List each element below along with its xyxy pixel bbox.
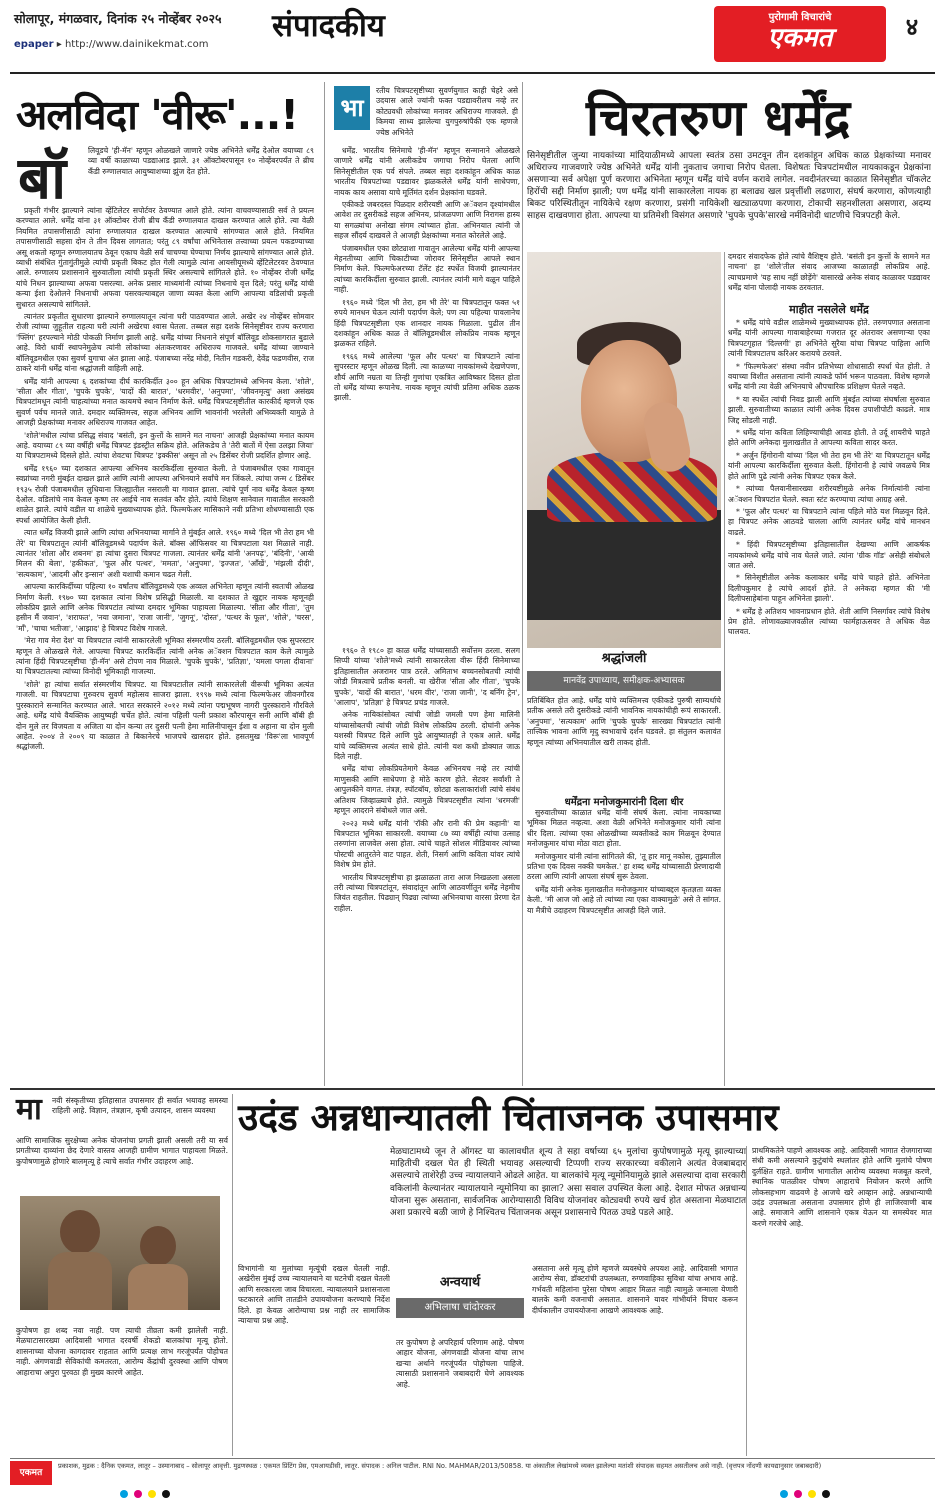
photo-child-head: [140, 1226, 176, 1266]
photo-child-body: [128, 1264, 188, 1310]
registration-mark: [162, 1490, 170, 1498]
article3-headline: उदंड अन्नधान्यातली चिंताजनक उपासमार: [238, 1096, 779, 1139]
photo-child-head: [60, 1210, 100, 1254]
article1-paragraph: 'शोले' हा त्यांचा सर्वात संस्मरणीय चित्रपट. या चित्रपटातील त्यांनी साकारलेली वीरूची भूमिका अत्यंत गाजली. या चित्रपटाचा गुरुवरच सुवर्ण महोत्सव साजरा झाला. १९९७ मध्ये त्यांना फिल्मफेअर जीवनगौरव पुरस्काराने सन्मानित करण्यात आले. भारत सरकारने २०१२ मध्ये त्यांना पद्मभूषण नागरी पुरस्काराने गौरविले आहे. धर्मेंद्र यांचे वैयक्तिक आयुष्यही चर्चेत होते. त्यांना पहिली पत्नी प्रकाश कौरपासून सनी आणि बॉबी ही दोन मुले तर विजयता व अजिता या दोन कन्या तर दुसरी पत्नी हेमा मालिनीपासून ईशा व अहाना या दोन मुली आहेत. २००४ ते २००९ या काळात ते बिकानेरचे भाजपचे खासदार होते. हसतमुख 'विरू'ला भावपूर्ण श्रद्धांजली.: [16, 679, 314, 752]
article2-author: मानवेंद्र उपाध्याय, समीक्षक-अभ्यासक: [527, 671, 721, 691]
middle-paragraph: धर्मेंद्र यांचा लोकप्रियतेमागे केवळ अभिनयच नव्हे तर त्यांची माणुसकी आणि साधेपणा हे मोठे कारण होते. सेटवर सर्वांशी ते आपुलकीने वागत. तंत्रज्ञ, स्पॉटबॉय, छोट्या कलाकारांशी त्यांचे संबंध अतिशय जिव्हाळ्याचे होते. त्यामुळे चित्रपटसृष्टीत त्यांना 'धरमजी' म्हणून आदराने संबोधले जात असे.: [334, 764, 520, 816]
article1-paragraph: प्रकृती गंभीर झाल्याने त्यांना व्हेंटिलेटर सपोर्टवर ठेवण्यात आले होते. त्यांना वाचवण्यासाठी सर्व ते प्रयत्न करण्यात आले. धर्मेंद्र यांना ३१ ऑक्टोबर रोजी ब्रीच कँडी रुग्णालयात दाखल करण्यात आले होते. त्या वेळी नियमित तपासणीसाठी त्यांना रुग्णालयात दाखल करण्यात आल्याचे सांगण्यात आले होते. नियमित तपासणीसाठी सहसा दोन ते तीन दिवस लागतात; परंतु ८९ वर्षांचा अभिनेतास तत्त्वाच्या प्रयत्न पकडण्याच्या असू शकतो म्हणून रुग्णालयातच ठेवून एकाच वेळी सर्व चाचण्या घेण्याचा निर्णय झाल्याचे सांगण्यात आले होते. व्याधी संबंधित गुंतागुंतीमुळे त्यांची प्रकृती बिकट होत गेली त्यामुळे त्यांना आयसीयूमध्ये व्हेंटिलेटरवर ठेवण्यात आले. रुग्णालय प्रशासनाने सुरुवातीला त्यांची प्रकृती स्थिर असल्याचे सांगितले होते. १० नोव्हेंबर रोजी धर्मेंद्र यांचे निधन झाल्याच्या अफवा पसरल्या. अनेक प्रसार माध्यमांनी त्यांच्या निधनाचे वृत्त दिले; परंतु धर्मेंद्र यांची कन्या ईशा देओलने निधनाची अफवा पसरवल्याबद्दल जाणा व्यक्त केला आणि आपल्या वडिलांची प्रकृती सुधारत असल्याचे सांगितले.: [16, 206, 314, 309]
article2-subheading: धर्मेंद्रना मनोजकुमारांनी दिला धीर: [564, 797, 684, 808]
globe-icon: ▸: [56, 39, 62, 50]
registration-mark: [808, 1490, 816, 1498]
middle-paragraph: एकीकडे जबरदस्त पिळदार शरीरयष्टी आणि अॅक्शन दृश्यांमधील आवेश तर दुसरीकडे सहज अभिनय, प्रांजळपणा आणि निरागस हास्य या सगळ्यांचा अनोखा संगम त्यांच्यात होता. अभिनयात त्यांनी जे सहज सौंदर्य दाखवले ते आजही प्रेक्षकांच्या मनात कोरलेले आहे.: [334, 200, 520, 241]
article1-paragraph: 'शोले'मधील त्यांचा प्रसिद्ध संवाद 'बसंती, इन कुत्तों के सामने मत नाचना' आजही प्रेक्षकांच्या मनात कायम आहे. वयाच्या ८९ व्या वर्षीही धर्मेंद्र चित्रपट इंडस्ट्रीत सक्रिय होते. अलिकडेच ते 'तेरी बातों में ऐसा उलझा जिया' या चित्रपटामध्ये दिसले होते. त्यांचा शेवटचा चित्रपट 'इक्कीस' असून तो २५ डिसेंबर रोजी प्रदर्शित होणार आहे.: [16, 430, 314, 461]
article2-column-a: [527, 808, 721, 1086]
registration-mark: [120, 1490, 128, 1498]
article1-paragraph: 'मेरा गाव मेरा देश' या चित्रपटात त्यांनी साकारलेली भूमिका संस्मरणीय ठरली. बॉलिवूडमधील एक सुपरस्टार म्हणून ते ओळखले गेले. आपल्या चित्रपट कारकिर्दीत त्यांनी अनेक अॅक्शन चित्रपटात काम केले त्यामुळे त्यांना हिंदी चित्रपटसृष्टीचा 'ही-मॅन' असे टोपण नाव मिळाले. 'चुपके चुपके', 'प्रतिज्ञा', 'यमला पगला दीवाना' या चित्रपटातल्या त्यांच्या विनोदी भूमिकाही गाजल्या.: [16, 636, 314, 677]
middle-paragraph: १९६० ते १९८० हा काळ धर्मेंद्र यांच्यासाठी सर्वोत्तम ठरला. सलग सिप्पी यांच्या 'शोले'मध्ये त्यांनी साकारलेला वीरू हिंदी सिनेमाच्या इतिहासातील अजरामर पात्र ठरले. अमिताभ बच्चनसोबतची त्यांची जोडी मित्रत्वाचे प्रतीक बनली. या खेरीज 'सीता और गीता', 'चुपके चुपके', 'यादों की बारात', 'धरम वीर', 'राजा जानी', 'द बर्निंग ट्रेन', 'आलाप', 'प्रतिज्ञा' हे चित्रपट प्रचंड गाजले.: [334, 646, 520, 708]
logo-tagline: पुरोगामी विचारांचे: [768, 12, 832, 23]
article2-paragraph: धर्मेंद्र यांनी अनेक मुलाखतीत मनोजकुमार यांच्याबद्दल कृतज्ञता व्यक्त केली. 'मी आज जो आहे तो त्यांच्या त्या एका वाक्यामुळे' असे ते सांगत. या मैत्रीचे उदाहरण चित्रपटसृष्टीत आजही दिले जाते.: [527, 884, 721, 915]
article3-column-e: प्राथमिकतेने पाहणे आवश्यक आहे. आदिवासी भागात रोजगाराच्या संधी कमी असल्याने कुटुंबांचे स्थलांतर होते आणि मुलांचे पोषण दुर्लक्षित राहते. ग्रामीण भागातील आरोग्य व्यवस्था मजबूत करणे, स्थानिक पातळीवर पोषण आहाराचे नियोजन करणे आणि लोकसहभाग वाढवणे हे आजचे खरे आव्हान आहे. अन्नधान्याची उदंड उपलब्धता असताना उपासमार होणे ही लाजिरवाणी बाब आहे. समाजाने आणि शासनाने एकत्र येऊन या समस्येवर मात करणे गरजेचे आहे.: [752, 1146, 932, 1228]
article2-headline: चिरतरुण धर्मेंद्र: [586, 89, 851, 147]
middle-paragraph: १९६६ मध्ये आलेल्या 'फूल और पत्थर' या चित्रपटाने त्यांना सुपरस्टार म्हणून ओळख दिली. त्या काळच्या नायकांमध्ये देखणेपणा, शौर्य आणि नम्रता या तिन्ही गुणांचा एकत्रित आविष्कार दिसत होता तो धर्मेंद्र यांच्या रूपानेच. नायक म्हणून त्यांची प्रतिमा अधिक ठळक झाली.: [334, 351, 520, 403]
column-name: अन्वयार्थ: [439, 1275, 481, 1290]
article2-right-column-top: दमदार संवादफेक होते त्यांचे वैशिष्ट्य होते. 'बसंती इन कुत्तों के सामने मत नाचना' हा 'शोले'तील संवाद आजच्या काळातही लोकप्रिय आहे. त्याचप्रमाणे 'यह साथ नहीं छोड़ेंगे' यासारखे अनेक संवाद काळावर पडद्यावर धर्मेंद्र यांना पोलादी नायक ठरवतात.: [728, 252, 930, 293]
article3-column-b: विभागांनी या मुलांच्या मृत्यूंची दखल घेतली नाही. अखेरीस मुंबई उच्च न्यायालयाने या घटनेची दखल घेतली आणि सरकारला जाब विचारला. न्यायालयाने प्रशासनाला फटकारले आणि तातडीने उपाययोजना करण्याचे निर्देश दिले. हा केवळ आरोग्याचा प्रश्न नाही तर सामाजिक न्यायाचा प्रश्न आहे.: [238, 1264, 390, 1326]
middle-dropcap-box: भा: [334, 86, 370, 130]
dateline: सोलापूर, मंगळवार, दिनांक २५ नोव्हेंबर २०२५: [14, 11, 222, 26]
article2-paragraph: सुरुवातीच्या काळात धर्मेंद्र यांनी संघर्ष केला. त्यांना नायकाच्या भूमिका मिळत नव्हत्या. अशा वेळी अभिनेते मनोजकुमार यांनी त्यांना धीर दिला. त्यांच्या एका ओळखीच्या व्यक्तीकडे काम मिळवून देण्यात मनोजकुमार यांचा मोठा वाटा होता.: [527, 808, 721, 849]
box-heading: माहीत नसलेले धर्मेंद्र: [789, 303, 869, 316]
middle-paragraph: १९६० मध्ये 'दिल भी तेरा, हम भी तेरे' या चित्रपटातून फक्त ५१ रुपये मानधन घेऊन त्यांनी पदार्पण केले; पण त्या पहिल्या पावलानेच हिंदी चित्रपटसृष्टीला एक शानदार नायक मिळाला. पुढील तीन दशकांहून अधिक काळ ते बॉलिवूडमधील लोकप्रिय नायक म्हणून झळकत राहिले.: [334, 297, 520, 349]
photo-child-body: [48, 1252, 112, 1310]
box-item: * धर्मेंद्र यांना कविता लिहिण्याचीही आवड होती. ते उर्दू शायरीचे चाहते होते आणि अनेकदा मुलाखतीत ते आपल्या कविता सादर करत.: [728, 428, 930, 448]
registration-mark: [148, 1490, 156, 1498]
registration-mark: [780, 1490, 788, 1498]
registration-mark: [134, 1490, 142, 1498]
article1-paragraph: आपल्या कारकिर्दीच्या पहिल्या १० वर्षांतच बॉलिवूडमध्ये एक अव्वल अभिनेता म्हणून त्यांनी स्वतःची ओळख निर्माण केली. १९७० च्या दशकात त्यांना विशेष प्रसिद्धी मिळाली. या दशकात ते खुद्दार नायक म्हणूनही लोकप्रिय झाले आणि अनेक चित्रपटांत त्यांच्या दमदार भूमिका पाहायला मिळाल्या. 'सीता और गीता', 'तुम हसीन मैं जवान', 'शराफत', 'नया जमाना', 'राजा जानी', 'जुगनू', 'दोस्त', 'पत्थर के फूल', 'शोले', 'चरस', 'माँ', 'चाचा भतीजा', 'आझाद' हे चित्रपट विशेष गाजले.: [16, 582, 314, 633]
article3-column-a-bottom: कुपोषण हा शब्द नवा नाही. पण त्याची तीव्रता कमी झालेली नाही. मेळघाटासारख्या आदिवासी भागात दरवर्षी शेकडो बालकांचा मृत्यू होतो. शासनाच्या योजना कागदावर राहतात आणि प्रत्यक्ष लाभ गरजूंपर्यंत पोहोचत नाही. अंगणवाडी सेविकांची कमतरता, आरोग्य केंद्रांची दुरवस्था आणि पोषण आहाराचा अपुरा पुरवठा ही मुख्य कारणे आहेत.: [16, 1326, 228, 1377]
box-item: * अर्जुन हिंगोरानी यांच्या 'दिल भी तेरा हम भी तेरे' या चित्रपटातून धर्मेंद्र यांनी आपल्या कारकिर्दीला सुरुवात केली. हिंगोरानी हे त्यांचे जवळचे मित्र होते आणि पुढे त्यांनी अनेक चित्रपट एकत्र केले.: [728, 450, 930, 481]
column-name-box: [396, 1266, 524, 1334]
newspaper-logo: [714, 6, 886, 62]
header-divider: [10, 72, 935, 74]
logo-name: एकमत: [767, 23, 833, 53]
epaper-label: epaper: [14, 39, 54, 50]
box-item: * 'फूल और पत्थर' या चित्रपटाने त्यांना पहिले मोठे यश मिळवून दिले. हा चित्रपट अनेक आठवडे चालला आणि त्यानंतर धर्मेंद्र यांचे मानधन वाढले.: [728, 506, 930, 537]
article1-headline: अलविदा 'वीरू'...!: [16, 91, 299, 139]
middle-paragraph: धर्मेंद्र. भारतीय सिनेमाचे 'ही-मॅन' म्हणून सन्मानाने ओळखले जाणारे धर्मेंद्र यांनी अलीकडेच जगाचा निरोप घेतला आणि सिनेसृष्टीतील एक पर्व संपले. तब्बल सहा दशकांहून अधिक काळ भारतीय चित्रपटांच्या पडद्यावर झळकलेले धर्मेंद्र यांनी साधेपणा, नायक काय असावा याचे मूर्तिमंत दर्शन प्रेक्षकांना घडवले.: [334, 146, 520, 197]
registration-mark: [794, 1490, 802, 1498]
article1-dropcap: बॉ: [18, 144, 67, 212]
middle-body-top: [334, 146, 520, 644]
middle-paragraph: पंजाबमधील एका छोट्याशा गावातून आलेल्या धर्मेंद्र यांनी आपल्या मेहनतीच्या आणि चिकाटीच्या जोरावर सिनेसृष्टीत आपले स्थान निर्माण केले. फिल्मफेअरच्या टॅलेंट हंट स्पर्धेत विजयी झाल्यानंतर त्यांच्या कारकिर्दीला सुरुवात झाली. त्यानंतर त्यांनी मागे वळून पाहिले नाही.: [334, 243, 520, 295]
article1-body: [16, 206, 314, 1086]
article3-dropcap: मा: [16, 1092, 42, 1127]
article2-intro: सिनेसृष्टीतील जुन्या नायकांच्या मांदियाळीमध्ये आपला स्वतंत्र ठसा उमटवून तीन दशकांहून अधिक काळ प्रेक्षकांच्या मनावर अधिराज्य गाजवणारे ज्येष्ठ अभिनेते धर्मेंद्र यांनी नुकताच जगाचा निरोप घेतला. विशेषतः चित्रपटांमधील नायकाकडून प्रेक्षकांना असणाऱ्या सर्व अपेक्षा पूर्ण करणारा अभिनेता म्हणून धर्मेंद्र यांचे वर्णन करावे लागेल. नवदीनंतरच्या काळात सिनेसृष्टीत चॉकलेट हिरोंची सद्दी निर्माण झाली; पण धर्मेंद्र यांनी साकारलेला नायक हा बलाढ्य खल प्रवृत्तींशी लढणारा, संघर्ष करणारा, कोणत्याही बिकट परिस्थितीतून नायिकेचे रक्षण करणारा, प्रसंगी नायिकेशी खट्याळपणा करणारा, टोकाची सहनशीलता असणारा, अदम्य साहस दाखवणारा होता. आपल्या या प्रतिमेशी विसंगत असणारे 'चुपके चुपके'सारखे नर्मविनोदी धाटणीचे चित्रपटही केले.: [527, 151, 931, 221]
box-item: * धर्मेंद्र हे अतिशय भावनाप्रधान होते. शेती आणि निसर्गावर त्यांचे विशेष प्रेम होते. लोणावळ्याजवळील त्यांच्या फार्महाऊसवर ते अधिक वेळ घालवत.: [728, 606, 930, 637]
middle-intro: रतीय चित्रपटसृष्टीच्या सुवर्णयुगात काही चेहरे असे उदयास आले ज्यांनी फक्त पडद्यावरीलच नव्हे तर कोट्यवधी लोकांच्या मनावर अधिराज्य गाजवले. ही किमया साध्य झालेल्या युगपुरुषांपैकी एक म्हणजे ज्येष्ठ अभिनेते: [376, 86, 518, 137]
column-divider: [522, 82, 523, 1086]
page-number: ४: [905, 13, 919, 41]
box-item: * त्यांच्या पैलवानीसारख्या शरीरयष्टीमुळे अनेक निर्मात्यांनी त्यांना अॅक्शन चित्रपटांत घेतले. स्वतः स्टंट करण्याचा त्यांचा आग्रह असे.: [728, 484, 930, 504]
article1-paragraph: त्यात धर्मेंद्र विजयी झाले आणि त्यांचा अभिनयाच्या मार्गाने ते मुंबईत आले. १९६० मध्ये 'दिल भी तेरा हम भी तेरे' या चित्रपटातून त्यांनी बॉलिवूडमध्ये पदार्पण केले. बॉक्स ऑफिसवर या चित्रपटाला यश मिळाले नाही. त्यानंतर 'शोला और शबनम' हा त्यांचा दुसरा चित्रपट गाजला. त्यानंतर धर्मेंद्र यांनी 'अनपढ़', 'बंदिनी', 'आयी मिलन की बेला', 'हकीकत', 'फूल और पत्थर', 'ममता', 'अनुपमा', 'इज्जत', 'आँखें', 'मंझली दीदी', 'सत्यकाम', 'आदमी और इन्सान' अशी यशाची कमान चढत गेली.: [16, 528, 314, 579]
middle-paragraph: २०२३ मध्ये धर्मेंद्र यांनी 'रॉकी और रानी की प्रेम कहानी' या चित्रपटात भूमिका साकारली. वयाच्या ८७ व्या वर्षीही त्यांचा उत्साह तरुणांना लाजवेल असा होता. त्यांचे चाहते सोशल मीडियावर त्यांच्या पोस्टची आतुरतेने वाट पाहत. शेती, निसर्ग आणि कविता यांवर त्यांचे विशेष प्रेम होते.: [334, 818, 520, 870]
article1-paragraph: धर्मेंद्र यांनी आपल्या ६ दशकांच्या दीर्घ कारकिर्दीत ३०० हून अधिक चित्रपटांमध्ये अभिनय केला. 'शोले', 'सीता और गीता', 'चुपके चुपके', 'यादों की बारात', 'धरमवीर', 'अनुपमा', 'जीवनमृत्यु' अशा असंख्य चित्रपटांमधून त्यांनी चाहत्यांच्या मनात कायमचे स्थान निर्माण केले. धर्मेंद्र चित्रपटसृष्टीतील कारकीर्द म्हणजे एक सुवर्ण पर्वच मानले जाते. दमदार व्यक्तिमत्त्व, सहज अभिनय आणि भावनांनी भरलेली अभिव्यक्ती यामुळे ते आजही प्रेक्षकांच्या मनावर अधिराज्य गाजवत आहेत.: [16, 376, 314, 428]
article3-intro: नवी संस्कृतीच्या इतिहासात उपासमार ही सर्वात भयावह समस्या राहिली आहे. विज्ञान, तंत्रज्ञान, कृषी उत्पादन, शासन व्यवस्था: [52, 1096, 228, 1116]
middle-paragraph: भारतीय चित्रपटसृष्टीचा हा झळाळता तारा आज निखळला असला तरी त्यांच्या चित्रपटांतून, संवादांतून आणि आठवणींतून धर्मेंद्र नेहमीच जिवंत राहतील. पिढ्यान् पिढ्या त्यांच्या अभिनयाचा वारसा प्रेरणा देत राहील.: [334, 872, 520, 913]
article1-paragraph: धर्मेंद्र १९६० च्या दशकात आपल्या अभिनय कारकिर्दीला सुरुवात केली. ते पंजाबमधील एका गावातून स्वप्नांच्या नगरी मुंबईत दाखल झाले आणि त्यांनी आपल्या अभिनयाने सर्वांचे मन जिंकले. त्यांचा जन्म ८ डिसेंबर १९३५ रोजी पंजाबमधील लुधियाना जिल्ह्यातील नसराली या गावात झाला. त्यांचे पूर्ण नाव धर्मेंद्र केवल कृष्ण देओल. वडिलांचे नाव केवल कृष्ण तर आईचे नाव सतवंत कौर होते. त्यांचे शिक्षण सानेवाल गावातील सरकारी शाळेत झाले. त्यांचे वडील या शाळेचे मुख्याध्यापक होते. फिल्मफेअर मासिकाने नवी प्रतिभा शोधण्यासाठी एक स्पर्धा आयोजित केली होती.: [16, 463, 314, 525]
dharmendra-portrait-photo: [527, 252, 721, 648]
footer-logo: एकमत: [10, 1461, 52, 1485]
article2-paragraph: मनोजकुमार यांनी त्यांना सांगितले की, 'तू हार मानू नकोस, तुझ्यातील प्रतिभा एक दिवस नक्की चमकेल.' हा शब्द धर्मेंद्र यांच्यासाठी प्रेरणादायी ठरला आणि त्यांनी आपला संघर्ष सुरू ठेवला.: [527, 851, 721, 882]
column-divider: [746, 1146, 747, 1456]
article3-column-a: आणि सामाजिक सुरक्षेच्या अनेक योजनांचा प्रगती झाली असली तरी या सर्व प्रगतीच्या दाव्यांना छेद देणारे वास्तव आजही ग्रामीण भागात पाहायला मिळते. कुपोषणामुळे होणारे बालमृत्यू हे त्याचे सर्वात गंभीर उदाहरण आहे.: [16, 1136, 228, 1166]
column-divider: [232, 1094, 233, 1456]
middle-body-bottom: [334, 646, 520, 1086]
registration-mark: [822, 1490, 830, 1498]
epaper-url[interactable]: http://www.dainikekmat.com: [64, 39, 209, 50]
footer-imprint: [10, 1458, 935, 1488]
box-item: * 'फिल्मफेअर' संस्था नवीन प्रतिभेच्या शोधासाठी स्पर्धा घेत होती. ते वयाच्या विशीत असताना त्यांनी त्याकडे फॉर्म भरून पाठवला. विशेष म्हणजे धर्मेंद्र यांनी त्या वेळी अभिनयाचे औपचारिक प्रशिक्षण घेतले नव्हते.: [728, 361, 930, 392]
footer-imprint-text: प्रकाशक, मुद्रक : दैनिक एकमत, लातूर – उस्मानाबाद – सोलापूर आवृत्ती. मुद्रणस्थळ : एकमत प्रिंटिंग प्रेस, एमआयडीसी, लातूर. संपादक : अनिल पाटील. RNI No. MAHMAR/2013/50858. या अंकातील लेखांमध्ये व्यक्त झालेल्या मतांशी संपादक सहमत असतीलच असे नाही. (वृत्तपत्र नोंदणी कायद्यानुसार जबाबदारी): [58, 1462, 822, 1470]
article3-author: अभिलाषा चांदोरकर: [396, 1298, 524, 1318]
epaper-link[interactable]: [14, 39, 254, 50]
box-item: * या स्पर्धेत त्यांची निवड झाली आणि मुंबईत त्यांच्या संघर्षाला सुरुवात झाली. सुरुवातीच्या काळात त्यांनी अनेक दिवस उपाशीपोटी काढले. मात्र जिद्द सोडली नाही.: [728, 394, 930, 425]
children-photo: [20, 1196, 220, 1310]
box-item: * हिंदी चित्रपटसृष्टीच्या इतिहासातील देखण्या आणि आकर्षक नायकांमध्ये धर्मेंद्र यांचे नाव घेतले जाते. त्यांना 'ग्रीक गॉड' असेही संबोधले जात असे.: [728, 540, 930, 570]
box-item: * धर्मेंद्र यांचे वडील शाळेमध्ये मुख्याध्यापक होते. तरुणपणात असताना धर्मेंद्र यांनी आपल्या गावाबाहेरच्या गजरात दूर अंतरावर असणाऱ्या एका चित्रपटगृहात 'दिल्लगी' हा अभिनेते सुरैया यांचा चित्रपट पाहिला आणि त्यांनी चित्रपटातच करिअर करायचे ठरवले.: [728, 318, 930, 359]
article3-lede: मेळघाटामध्ये जून ते ऑगस्ट या कालावधीत शून्य ते सहा वर्षाच्या ६५ मुलांचा कुपोषणामुळे मृत्यू झाल्याच्या माहितीची दखल घेत ही स्थिती भयावह असल्याची टिप्पणी राज्य सरकारच्या वकीलाने अत्यंत वेजबाबदार असल्याचे ताशेरेही उच्च न्यायालयाने ओढले आहेत. या बालकांचे मृत्यू न्यूमोनियामुळे झाले असल्याचा दावा सरकारी वकिलांनी केल्यानंतर न्यायालयाने न्यूमोनिया का झाला? असा सवाल उपस्थित केला आहे. देशात मोफत अन्नधान्य योजना सुरू असताना, सार्वजनिक आरोग्यासाठी विविध योजनांवर कोट्यवधी रुपये खर्च होत असताना मेळघाटात अशा प्रकारचे बळी जाणे हे निश्चितच चिंताजनक असून प्रशासनाचे पितळ उघडे पडले आहे.: [390, 1147, 746, 1219]
column-divider: [724, 252, 725, 1086]
article3-column-c: तर कुपोषण हे अपरिहार्य परिणाम आहे. पोषण आहार योजना, अंगणवाडी योजना यांचा लाभ खऱ्या अर्थाने गरजूंपर्यंत पोहोचला पाहिजे. त्यासाठी प्रशासनाने जबाबदारी घेणे आवश्यक आहे.: [396, 1338, 524, 1389]
article3-column-d: असताना असे मृत्यू होणे म्हणजे व्यवस्थेचे अपयश आहे. आदिवासी भागात आरोग्य सेवा, डॉक्टरांची उपलब्धता, रुग्णवाहिका सुविधा यांचा अभाव आहे. गर्भवती महिलांना पुरेसा पोषण आहार मिळत नाही त्यामुळे जन्माला येणारी बालके कमी वजनाची असतात. शासनाने यावर गांभीर्याने विचार करून दीर्घकालीन उपाययोजना आखणे आवश्यक आहे.: [532, 1264, 738, 1315]
box-item: * सिनेसृष्टीतील अनेक कलाकार धर्मेंद्र यांचे चाहते होते. अभिनेता दिलीपकुमार हे त्यांचे आदर्श होते. ते अनेकदा म्हणत की 'मी दिलीपसाहेबांना पाहून अभिनेता झालो'.: [728, 573, 930, 604]
box-body: [728, 318, 930, 1086]
article2-column-a-top: प्रतिबिंबित होत आहे. धर्मेंद्र यांचे व्यक्तिमत्त्व एकीकडे पुरुषी साम्यर्थाचे प्रतीक असले तरी दुसरीकडे त्यांनी भावनिक नायकांचीही रूपं साकारली. 'अनुपमा', 'सत्यकाम' आणि 'चुपके चुपके' सारख्या चित्रपटांत त्यांनी तात्त्विक भावना आणि मृदु स्वभावाचे दर्शन घडवले. हा संतुलन कलावंत म्हणून त्यांच्या अभिनयातील खरी ताकद होती.: [527, 696, 721, 747]
column-divider: [324, 82, 325, 1086]
article1-paragraph: त्यानंतर प्रकृतीत सुधारणा झाल्याने रुग्णालयातून त्यांना घरी पाठवण्यात आले. अखेर २४ नोव्हेंबर सोमवार रोजी त्यांच्या जुहूतील राहत्या घरी त्यांनी अखेरचा श्वास घेतला. तब्बल सहा दशके सिनेसृष्टीवर राज्य करणारा 'फ्लिंग' हरपल्याने मोठी पोकळी निर्माण झाली आहे. धर्मेंद्र यांच्या निधनाने संपूर्ण बॉलिवूड शोकसागरात बुडाले आहे. विरो धावीं स्थापनेमुळेच त्यांनी लोकांच्या अंतःकरणावर अधिराज्य गाजवले. धर्मेंद्र यांच्या जाण्याने बॉलिवूडमधील एका सुवर्ण युगाचा अंत झाला आहे. पंजाबच्या नरेंद्र मोदी, नितीन गडकरी, देवेंद्र फडणवीस, राज ठाकरे यांनी धर्मेंद्र यांना श्रद्धांजली वाहिली आहे.: [16, 312, 314, 374]
section-title: संपादकीय: [272, 8, 385, 44]
article1-lead-paragraph: लिवूडचे 'ही-मॅन' म्हणून ओळखले जाणारे ज्येष्ठ अभिनेते धर्मेंद्र देओल वयाच्या ८९ व्या वर्षी काळाच्या पडद्याआड झाले. ३१ ऑक्टोबरपासून १० नोव्हेंबरपर्यंत ते ब्रीच कँडी रुग्णालयात आयुष्याशच्या झुंज देत होते.: [88, 146, 314, 176]
photo-coat-shape: [527, 510, 721, 620]
middle-paragraph: अनेक नायिकांसोबत त्यांची जोडी जमली पण हेमा मालिनी यांच्यासोबतची त्यांची जोडी विशेष लोकप्रिय ठरली. दोघांनी अनेक यशस्वी चित्रपट दिले आणि पुढे आयुष्यातही ते एकत्र आले. धर्मेंद्र यांचे व्यक्तिमत्त्व अत्यंत साधे होते. त्यांनी यश कधी डोक्यात जाऊ दिले नाही.: [334, 710, 520, 762]
photo-scarf-shape: [547, 452, 717, 522]
photo-caption: श्रद्धांजली: [527, 648, 721, 670]
masthead-left: [14, 10, 254, 50]
